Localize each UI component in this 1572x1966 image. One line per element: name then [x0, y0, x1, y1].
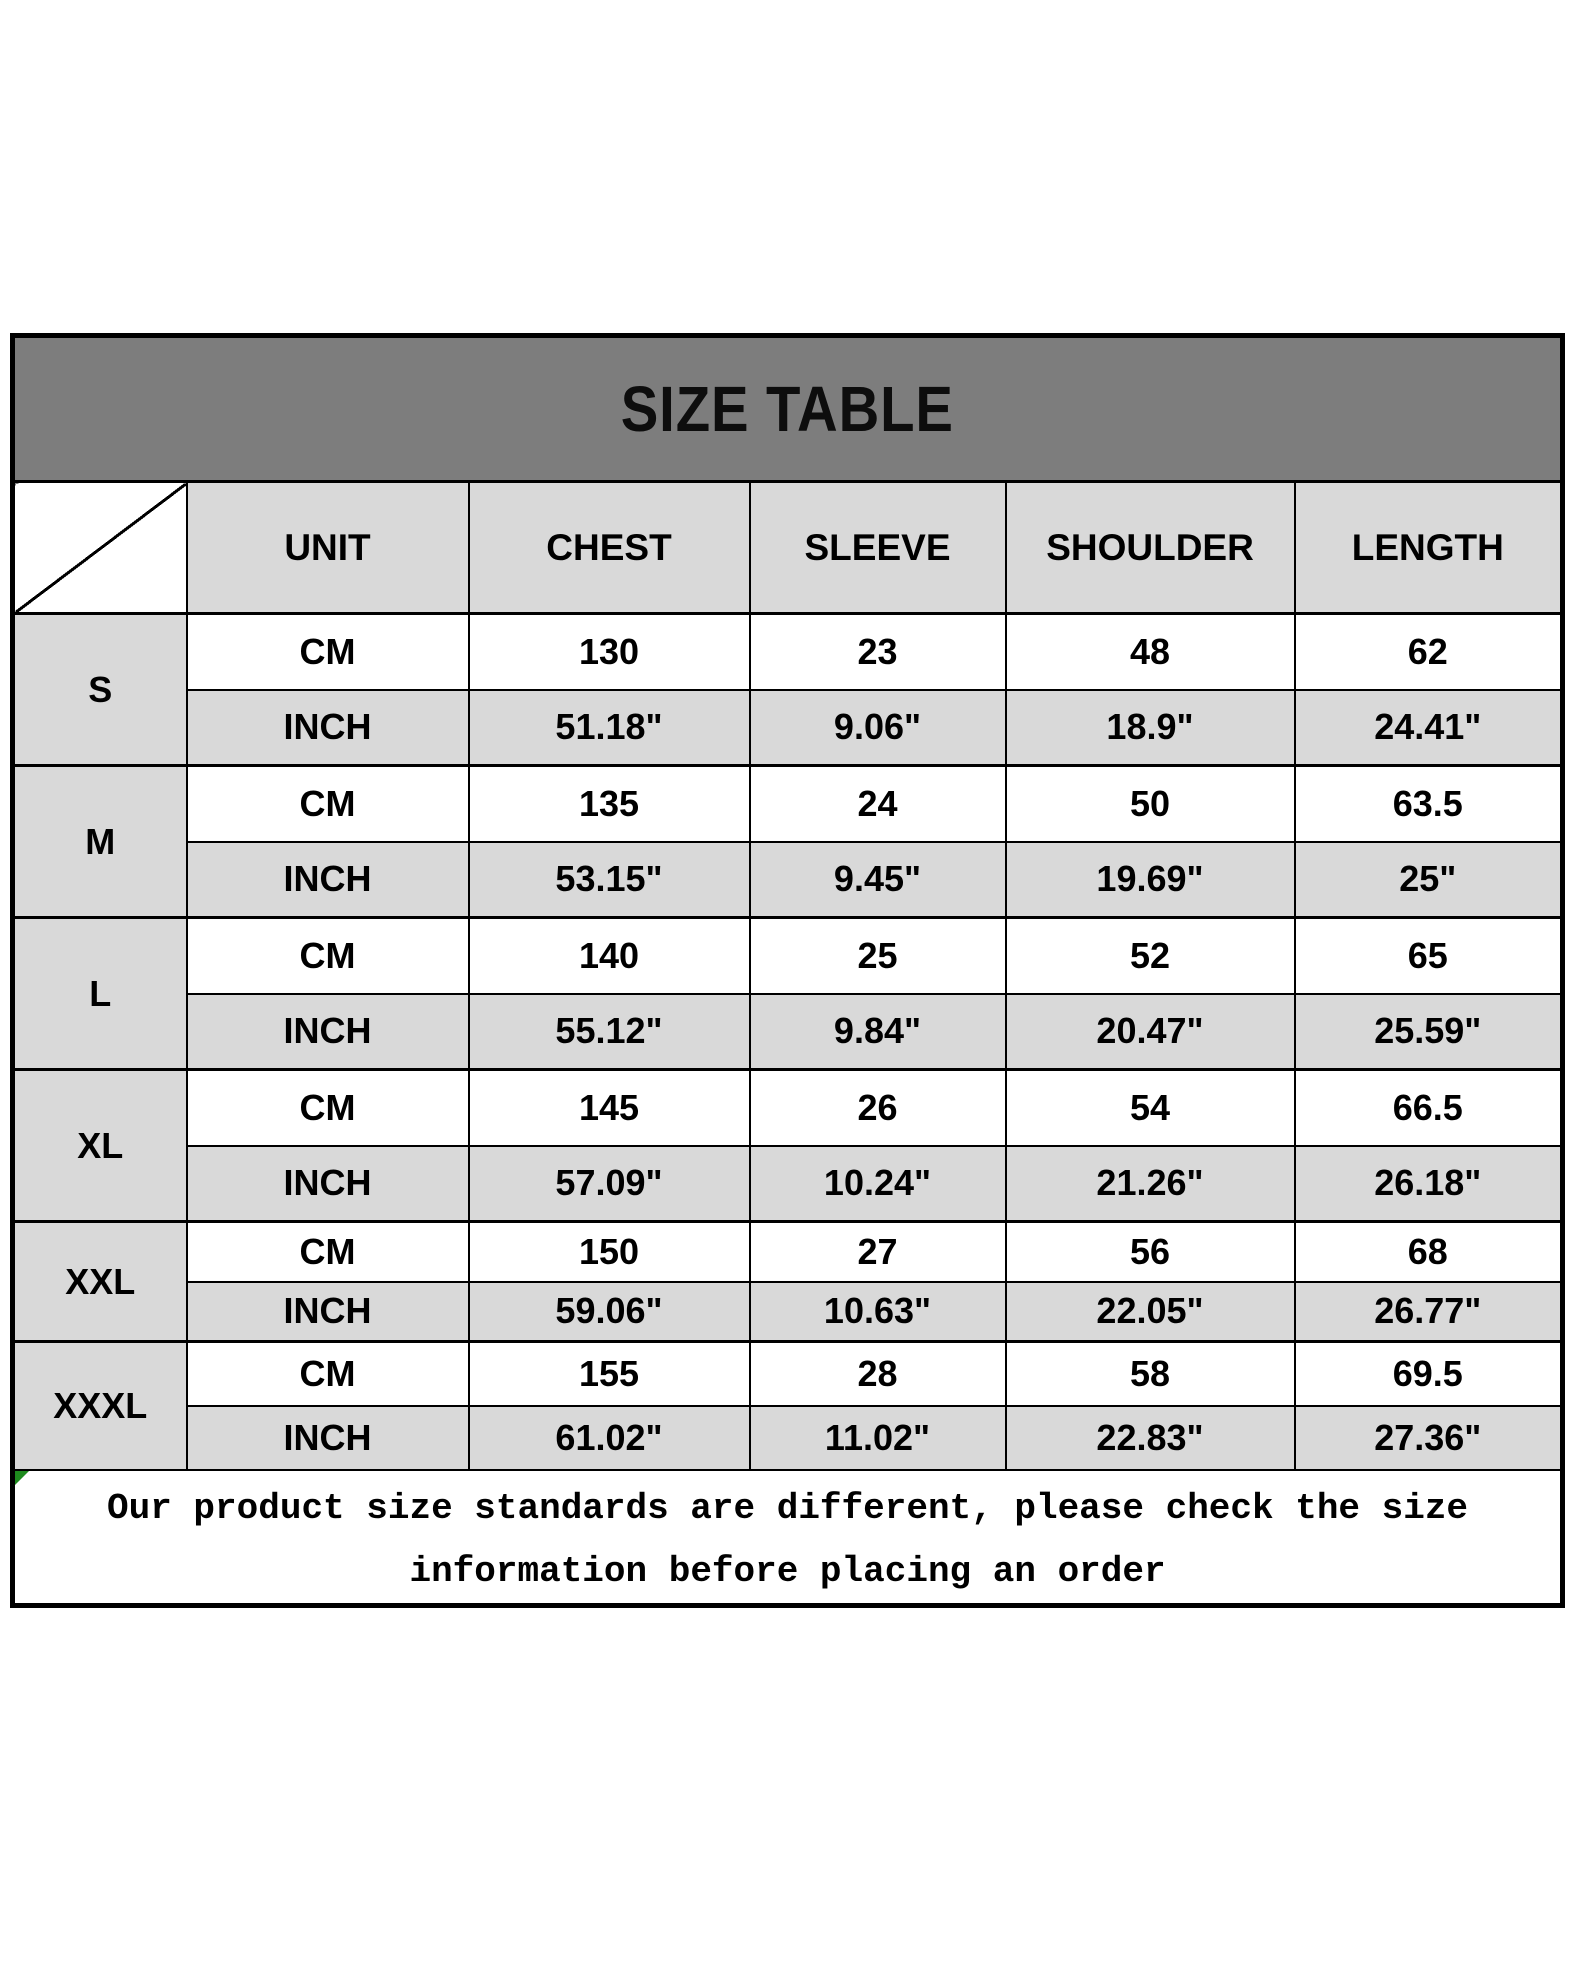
unit-inch-label: INCH [187, 1146, 469, 1222]
value-cell: 19.69" [1006, 842, 1295, 918]
column-header-row [13, 482, 1563, 614]
note-text: Our product size standards are different, please check the size information before placing an order [107, 1487, 1469, 1592]
column-header-shoulder: SHOULDER [1006, 482, 1295, 614]
value-cell: 55.12" [469, 994, 750, 1070]
note-cell [13, 1470, 1563, 1606]
value-cell: 9.06" [750, 690, 1006, 766]
value-cell: 155 [469, 1342, 750, 1406]
value-cell: 140 [469, 918, 750, 994]
unit-cm-label: CM [187, 918, 469, 994]
value-cell: 20.47" [1006, 994, 1295, 1070]
size-label-m: M [13, 766, 187, 918]
value-cell: 63.5 [1295, 766, 1563, 842]
value-cell: 25 [750, 918, 1006, 994]
title-row [13, 336, 1563, 482]
table-row [13, 1406, 1563, 1470]
value-cell: 27 [750, 1222, 1006, 1282]
unit-inch-label: INCH [187, 842, 469, 918]
value-cell: 62 [1295, 614, 1563, 690]
value-cell: 27.36" [1295, 1406, 1563, 1470]
green-corner-marker [15, 1471, 29, 1485]
value-cell: 28 [750, 1342, 1006, 1406]
unit-inch-label: INCH [187, 690, 469, 766]
unit-inch-label: INCH [187, 994, 469, 1070]
diagonal-header-cell [13, 482, 187, 614]
size-label-s: S [13, 614, 187, 766]
value-cell: 10.63" [750, 1282, 1006, 1342]
value-cell: 52 [1006, 918, 1295, 994]
unit-inch-label: INCH [187, 1406, 469, 1470]
unit-cm-label: CM [187, 614, 469, 690]
value-cell: 26 [750, 1070, 1006, 1146]
value-cell: 26.77" [1295, 1282, 1563, 1342]
column-header-chest: CHEST [469, 482, 750, 614]
value-cell: 54 [1006, 1070, 1295, 1146]
unit-inch-label: INCH [187, 1282, 469, 1342]
column-header-sleeve: SLEEVE [750, 482, 1006, 614]
table-row [13, 918, 1563, 994]
value-cell: 18.9" [1006, 690, 1295, 766]
value-cell: 9.84" [750, 994, 1006, 1070]
value-cell: 150 [469, 1222, 750, 1282]
value-cell: 53.15" [469, 842, 750, 918]
value-cell: 135 [469, 766, 750, 842]
value-cell: 22.83" [1006, 1406, 1295, 1470]
table-row [13, 766, 1563, 842]
value-cell: 65 [1295, 918, 1563, 994]
table-row [13, 994, 1563, 1070]
value-cell: 61.02" [469, 1406, 750, 1470]
unit-cm-label: CM [187, 1342, 469, 1406]
unit-cm-label: CM [187, 766, 469, 842]
table-row [13, 614, 1563, 690]
table-row [13, 1282, 1563, 1342]
size-table [10, 333, 1565, 1608]
value-cell: 68 [1295, 1222, 1563, 1282]
value-cell: 69.5 [1295, 1342, 1563, 1406]
table-row [13, 690, 1563, 766]
value-cell: 56 [1006, 1222, 1295, 1282]
value-cell: 26.18" [1295, 1146, 1563, 1222]
size-label-l: L [13, 918, 187, 1070]
note-row [13, 1470, 1563, 1606]
table-row [13, 1342, 1563, 1406]
table-row [13, 1222, 1563, 1282]
column-header-length: LENGTH [1295, 482, 1563, 614]
value-cell: 25.59" [1295, 994, 1563, 1070]
unit-cm-label: CM [187, 1070, 469, 1146]
value-cell: 130 [469, 614, 750, 690]
value-cell: 23 [750, 614, 1006, 690]
unit-cm-label: CM [187, 1222, 469, 1282]
value-cell: 11.02" [750, 1406, 1006, 1470]
value-cell: 59.06" [469, 1282, 750, 1342]
value-cell: 66.5 [1295, 1070, 1563, 1146]
table-row [13, 1070, 1563, 1146]
value-cell: 145 [469, 1070, 750, 1146]
table-title-cell [13, 336, 1563, 482]
value-cell: 9.45" [750, 842, 1006, 918]
table-row [13, 1146, 1563, 1222]
value-cell: 25" [1295, 842, 1563, 918]
size-label-xl: XL [13, 1070, 187, 1222]
value-cell: 48 [1006, 614, 1295, 690]
value-cell: 10.24" [750, 1146, 1006, 1222]
value-cell: 57.09" [469, 1146, 750, 1222]
value-cell: 22.05" [1006, 1282, 1295, 1342]
value-cell: 24 [750, 766, 1006, 842]
value-cell: 24.41" [1295, 690, 1563, 766]
value-cell: 58 [1006, 1342, 1295, 1406]
value-cell: 51.18" [469, 690, 750, 766]
table-title: SIZE TABLE [620, 373, 955, 445]
size-label-xxl: XXL [13, 1222, 187, 1342]
column-header-unit: UNIT [187, 482, 469, 614]
table-row [13, 842, 1563, 918]
value-cell: 50 [1006, 766, 1295, 842]
size-label-xxxl: XXXL [13, 1342, 187, 1470]
value-cell: 21.26" [1006, 1146, 1295, 1222]
